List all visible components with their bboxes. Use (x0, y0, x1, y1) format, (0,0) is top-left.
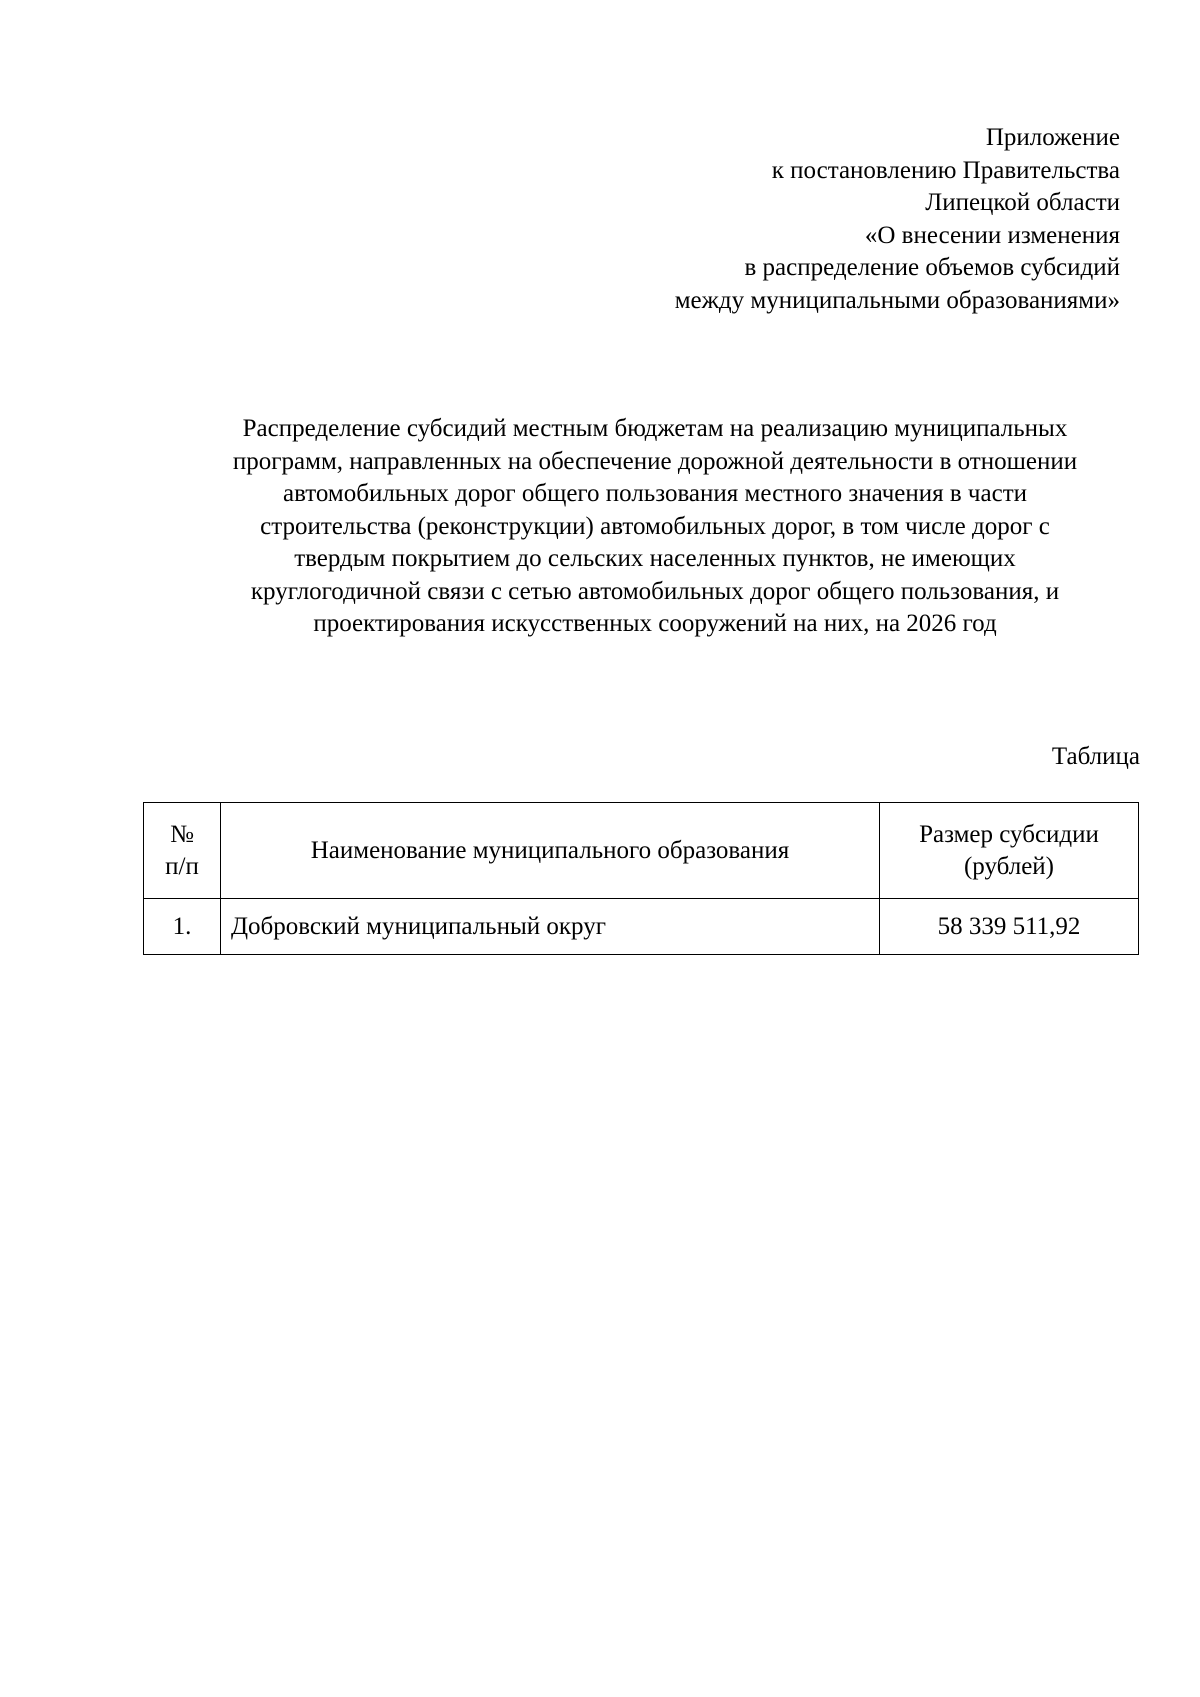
subsidy-table (143, 802, 1139, 955)
table-row (144, 899, 1139, 955)
header-amount (880, 803, 1139, 899)
table-label: Таблица (1051, 743, 1140, 770)
header-number (144, 803, 221, 899)
title-line: проектирования искусственных сооружений на них, на 2026 год (313, 610, 997, 637)
title-line: Распределение субсидий местным бюджетам на реализацию муниципальных (242, 415, 1068, 442)
header-amount-line2: (рублей) (963, 852, 1055, 880)
appendix-line: Липецкой области (925, 189, 1120, 216)
title-line: автомобильных дорог общего пользования местного значения в части (283, 480, 1027, 507)
header-name: Наименование муниципального образования (221, 803, 880, 899)
appendix-line: «О внесении изменения (864, 221, 1120, 249)
title-line: круглогодичной связи с сетью автомобильных дорог общего пользования, и (250, 577, 1060, 605)
header-number-line2: п/п (165, 852, 199, 880)
row-number: 1. (144, 899, 221, 955)
appendix-line: Приложение (985, 124, 1120, 151)
title-line: строительства (реконструкции) автомобильных дорог, в том числе дорог с (260, 512, 1050, 540)
header-number-line1: № (170, 820, 194, 848)
row-name: Добровский муниципальный округ (221, 899, 880, 955)
appendix-line: между муниципальными образованиями» (674, 286, 1120, 314)
appendix-block (520, 122, 1120, 317)
row-amount: 58 339 511,92 (880, 899, 1139, 955)
header-amount-line1: Размер субсидии (919, 820, 1099, 848)
title-line: твердым покрытием до сельских населенных пунктов, не имеющих (294, 545, 1016, 572)
appendix-line: к постановлению Правительства (771, 156, 1120, 184)
document-title (160, 413, 1150, 641)
table-header-row (144, 803, 1139, 899)
appendix-line: в распределение объемов субсидий (744, 254, 1120, 281)
title-line: программ, направленных на обеспечение дорожной деятельности в отношении (232, 447, 1078, 475)
